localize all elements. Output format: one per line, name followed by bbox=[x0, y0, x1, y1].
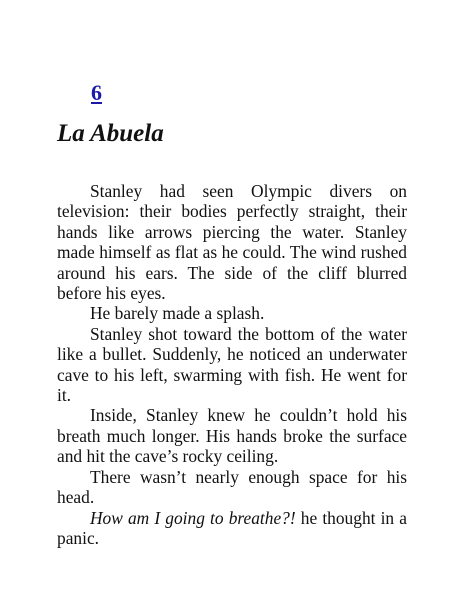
paragraph-5: There wasn’t nearly enough space for his head. bbox=[57, 466, 407, 508]
paragraph-3: Stanley shot toward the bottom of the water like a bullet. Suddenly, he noticed an underwater cave to his left, swarming with fish. He went for it. bbox=[57, 323, 407, 406]
chapter-body bbox=[57, 181, 407, 548]
paragraph-2: He barely made a splash. bbox=[90, 303, 265, 324]
chapter-number-link[interactable]: 6 bbox=[91, 80, 102, 105]
italic-thought: How am I going to breathe?! bbox=[90, 507, 296, 528]
paragraph-1: Stanley had seen Olympic divers on television: their bodies perfectly straight, their hands like arrows piercing the water. Stanley made himself as flat as he could. The wind rushed around his ears. The side of the cliff blurred before his eyes. bbox=[57, 181, 407, 304]
paragraph-6 bbox=[57, 508, 407, 549]
paragraph-4: Inside, Stanley knew he couldn’t hold his breath much longer. His hands broke the surface and hit the cave’s rocky ceiling. bbox=[57, 405, 407, 467]
paragraph-6-text: he thought in a panic. bbox=[57, 507, 407, 548]
chapter-title: La Abuela bbox=[57, 120, 164, 147]
